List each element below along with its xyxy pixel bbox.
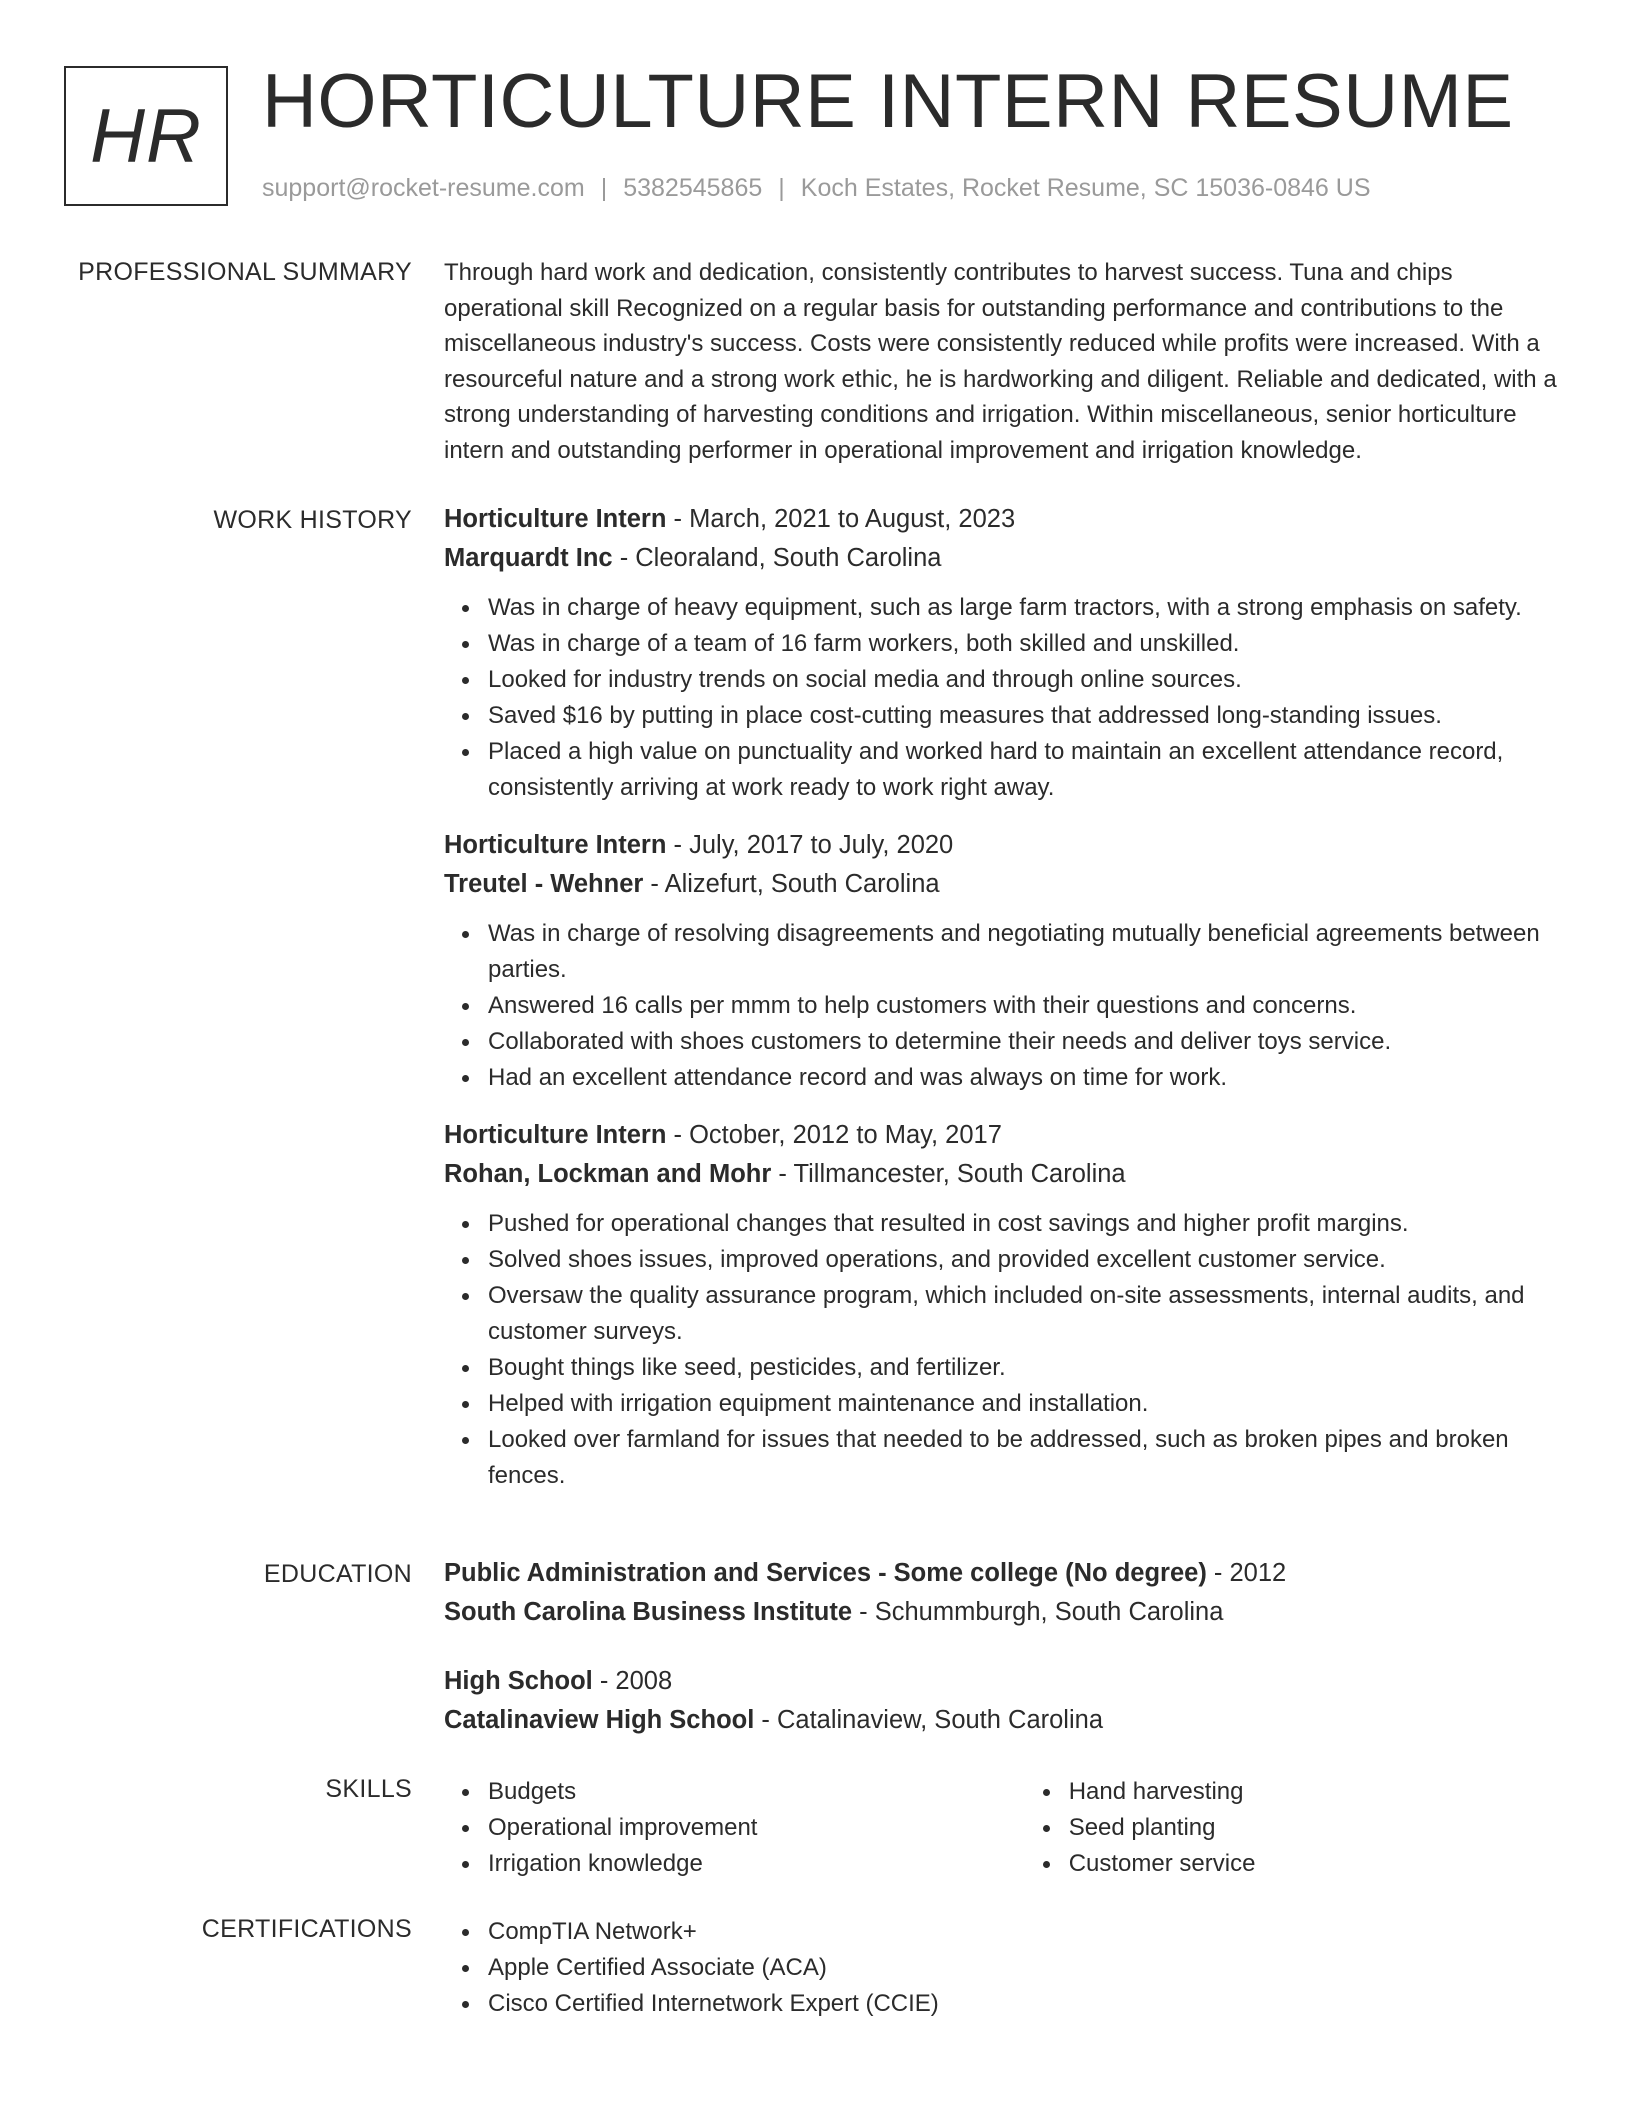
skills-columns: [444, 1774, 1562, 1882]
certification-item: Cisco Certified Internetwork Expert (CCIE): [488, 1986, 1562, 2022]
skills-list-right: [1025, 1774, 1562, 1882]
resume-title: HORTICULTURE INTERN RESUME: [262, 59, 1514, 144]
job-entry: [444, 826, 1562, 1096]
job-title: Horticulture Intern: [444, 1121, 667, 1149]
job-dates: - March, 2021 to August, 2023: [666, 505, 1016, 533]
job-title-line: [444, 826, 1562, 865]
job-company-line: [444, 1155, 1562, 1194]
skill-item: Irrigation knowledge: [488, 1846, 1025, 1882]
certifications-heading: CERTIFICATIONS: [201, 1915, 412, 1943]
summary-body: [444, 255, 1562, 468]
monogram-initials: HR: [90, 93, 202, 179]
job-title-line: [444, 500, 1562, 539]
education-entry: [444, 1554, 1562, 1632]
job-title: Horticulture Intern: [444, 831, 667, 859]
job-bullet: Was in charge of heavy equipment, such as large farm tractors, with a strong emphasis on safety.: [488, 590, 1562, 626]
contact-phone: 5382545865: [623, 174, 763, 202]
job-bullet: Bought things like seed, pesticides, and fertilizer.: [488, 1350, 1562, 1386]
job-location: - Tillmancester, South Carolina: [771, 1160, 1126, 1188]
job-title-line: [444, 1116, 1562, 1155]
education-school: Catalinaview High School: [444, 1706, 755, 1734]
job-company: Treutel - Wehner: [444, 870, 644, 898]
education-heading: EDUCATION: [263, 1560, 412, 1588]
contact-separator: |: [600, 174, 608, 202]
work-history-heading: WORK HISTORY: [213, 506, 412, 534]
contact-separator: |: [778, 174, 785, 202]
education-location: - Catalinaview, South Carolina: [754, 1706, 1103, 1734]
summary-text: Through hard work and dedication, consistently contributes to harvest success. Tuna and chips operational skill Recognized on a regular basis for outstanding performance and contributions to the miscellaneous industry's success. Costs were consistently reduced while profits were increased. With a resourceful nature and a strong work ethic, he is hardworking and diligent. Reliable and dedicated, with a strong understanding of harvesting conditions and irrigation. Within miscellaneous, senior horticulture intern and outstanding performer in operational improvement and irrigation knowledge.: [444, 259, 1557, 464]
monogram-box: [64, 66, 228, 206]
education-degree: High School: [444, 1667, 593, 1695]
skills-heading: SKILLS: [325, 1775, 412, 1803]
job-bullet: Pushed for operational changes that resulted in cost savings and higher profit margins.: [488, 1206, 1562, 1242]
job-title: Horticulture Intern: [444, 505, 667, 533]
job-company: Rohan, Lockman and Mohr: [444, 1160, 772, 1188]
education-school: South Carolina Business Institute: [444, 1598, 853, 1626]
skill-item: Budgets: [488, 1774, 1025, 1810]
education-year: - 2012: [1206, 1559, 1287, 1587]
certifications-list: [444, 1914, 1562, 2022]
education-school-line: [444, 1701, 1562, 1740]
education-body: [444, 1554, 1562, 1770]
job-bullets: [444, 1206, 1562, 1494]
certifications-body: [444, 1914, 1562, 2022]
certification-item: Apple Certified Associate (ACA): [488, 1950, 1562, 1986]
job-location: - Alizefurt, South Carolina: [643, 870, 940, 898]
skill-item: Hand harvesting: [1069, 1774, 1562, 1810]
job-bullet: Oversaw the quality assurance program, which included on-site assessments, internal audits, and customer surveys.: [488, 1278, 1562, 1350]
job-bullets: [444, 916, 1562, 1096]
job-dates: - July, 2017 to July, 2020: [666, 831, 954, 859]
contact-email: support@rocket-resume.com: [262, 174, 585, 202]
job-bullet: Looked over farmland for issues that needed to be addressed, such as broken pipes and broken fences.: [488, 1422, 1562, 1494]
education-degree-line: [444, 1554, 1562, 1593]
job-bullet: Was in charge of a team of 16 farm workers, both skilled and unskilled.: [488, 626, 1562, 662]
job-entry: [444, 500, 1562, 806]
contact-address: Koch Estates, Rocket Resume, SC 15036-0846 US: [800, 174, 1371, 202]
job-bullet: Helped with irrigation equipment maintenance and installation.: [488, 1386, 1562, 1422]
education-location: - Schummburgh, South Carolina: [852, 1598, 1224, 1626]
job-bullet: Answered 16 calls per mmm to help customers with their questions and concerns.: [488, 988, 1562, 1024]
job-company: Marquardt Inc: [444, 544, 613, 572]
education-degree: Public Administration and Services - Some college (No degree): [444, 1559, 1207, 1587]
job-company-line: [444, 539, 1562, 578]
job-bullet: Was in charge of resolving disagreements and negotiating mutually beneficial agreements between parties.: [488, 916, 1562, 988]
education-school-line: [444, 1593, 1562, 1632]
education-degree-line: [444, 1662, 1562, 1701]
summary-heading: PROFESSIONAL SUMMARY: [78, 258, 412, 286]
job-bullet: Solved shoes issues, improved operations, and provided excellent customer service.: [488, 1242, 1562, 1278]
job-bullet: Looked for industry trends on social media and through online sources.: [488, 662, 1562, 698]
skills-body: [444, 1774, 1562, 1882]
job-bullet: Had an excellent attendance record and was always on time for work.: [488, 1060, 1562, 1096]
job-bullets: [444, 590, 1562, 806]
job-dates: - October, 2012 to May, 2017: [666, 1121, 1002, 1149]
contact-line: [262, 174, 1371, 203]
job-bullet: Collaborated with shoes customers to determine their needs and deliver toys service.: [488, 1024, 1562, 1060]
education-entry: [444, 1662, 1562, 1740]
skill-item: Customer service: [1069, 1846, 1562, 1882]
job-bullet: Placed a high value on punctuality and worked hard to maintain an excellent attendance record, consistently arriving at work ready to work right away.: [488, 734, 1562, 806]
work-history-body: [444, 500, 1562, 1514]
certification-item: CompTIA Network+: [488, 1914, 1562, 1950]
education-year: - 2008: [592, 1667, 673, 1695]
job-bullet: Saved $16 by putting in place cost-cutting measures that addressed long-standing issues.: [488, 698, 1562, 734]
job-location: - Cleoraland, South Carolina: [612, 544, 942, 572]
job-company-line: [444, 865, 1562, 904]
skill-item: Seed planting: [1069, 1810, 1562, 1846]
job-entry: [444, 1116, 1562, 1494]
skills-list-left: [444, 1774, 1025, 1882]
skill-item: Operational improvement: [488, 1810, 1025, 1846]
